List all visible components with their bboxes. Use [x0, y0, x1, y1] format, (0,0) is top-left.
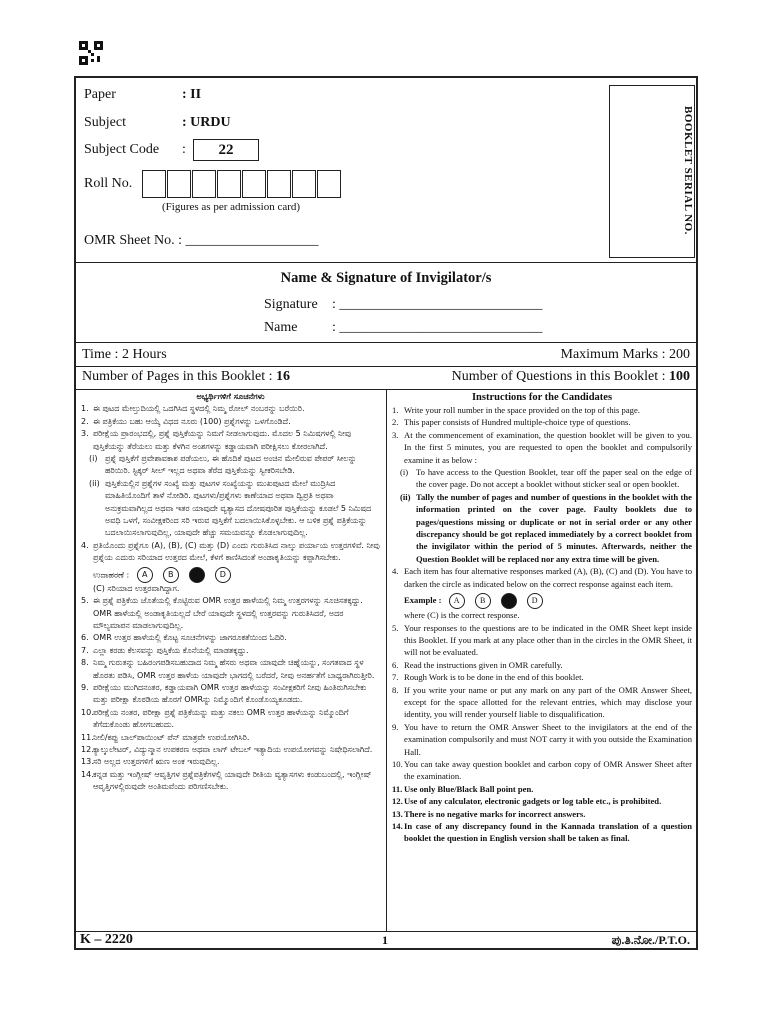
roll-number-note: (Figures as per admission card) — [162, 201, 301, 213]
instruction-text: Use of any calculator, electronic gadgets or log table etc., is prohibited. — [404, 796, 662, 807]
page-number: 1 — [382, 933, 388, 947]
answer-bubble-a: A — [449, 593, 465, 609]
instruction-number: 2. — [81, 416, 89, 426]
roll-number-digit-box[interactable] — [167, 170, 191, 198]
instruction-item — [81, 769, 380, 794]
pages-label: Number of Pages in this Booklet : — [82, 369, 273, 384]
instruction-number: 1. — [392, 405, 399, 415]
english-list — [392, 404, 692, 590]
instruction-item — [392, 795, 692, 807]
instruction-text: ನಿಮ್ಮ ಗುರುತನ್ನು ಬಹಿರಂಗಪಡಿಸಬಹುದಾದ ನಿಮ್ಮ ಹೆಸರು ಅಥವಾ ಯಾವುದೇ ಚಿಹ್ನೆಯನ್ನು, ಸಂಗತವಾದ ಸ್ಥಳ ಹೊರತು ಪಡಿಸಿ, OMR ಉತ್ತರ ಹಾಳೆಯ ಯಾವುದೇ ಭಾಗದಲ್ಲಿ ಬರೆದರೆ, ನೀವು ಅನರ್ಹತೆಗೆ ಬಾಧ್ಯರಾಗಿರುತ್ತೀರಿ. — [93, 658, 375, 680]
instruction-item — [81, 403, 380, 415]
roll-number-digit-box[interactable] — [317, 170, 341, 198]
instruction-item — [81, 657, 380, 682]
instruction-item — [81, 732, 380, 744]
instruction-text: ಪ್ರಶ್ನೆ ಪುಸ್ತಿಕೆಗೆ ಪ್ರವೇಶಾವಕಾಶ ಪಡೆಯಲು, ಈ ಹೊದಿಕೆ ಪುಟದ ಅಂಚಿನ ಮೇಲಿರುವ ಪೇಪರ್ ಸೀಲನ್ನು ಹರಿಯಿರಿ. ಸ್ಟಿಕ್ಕರ್ ಸೀಲ್ ಇಲ್ಲದ ಅಥವಾ ತೆರೆದ ಪುಸ್ತಿಕೆಯನ್ನು ಸ್ವೀಕರಿಸಬೇಡಿ. — [105, 454, 357, 476]
instruction-text: ಕ್ಯಾಲ್ಕುಲೇಟರ್, ವಿದ್ಯುನ್ಮಾನ ಉಪಕರಣ ಅಥವಾ ಲಾಗ್ ಟೇಬಲ್ ಇತ್ಯಾದಿಯ ಉಪಯೋಗವನ್ನು ನಿಷೇಧಿಸಲಾಗಿದೆ. — [93, 744, 373, 754]
instruction-item — [81, 428, 380, 453]
divider — [76, 366, 696, 367]
instruction-number: 11. — [81, 732, 94, 742]
questions-value: 100 — [669, 369, 690, 384]
invigilator-title: Name & Signature of Invigilator/s — [280, 270, 492, 286]
instruction-number: 2. — [392, 417, 399, 428]
maximum-marks: Maximum Marks : 200 — [560, 347, 690, 362]
divider — [76, 262, 696, 263]
instruction-number: 4. — [81, 540, 89, 550]
answer-bubble-d: D — [527, 593, 543, 609]
instruction-number: 13. — [81, 757, 94, 767]
kannada-example — [93, 567, 380, 583]
roll-number-digit-box[interactable] — [142, 170, 166, 198]
instruction-item — [392, 808, 692, 820]
roll-number-digit-box[interactable] — [267, 170, 291, 198]
instruction-text: Use only Blue/Black Ball point pen. — [404, 783, 534, 794]
instruction-text: ಎಲ್ಲಾ ಕರಡು ಕೆಲಸವನ್ನು ಪುಸ್ತಿಕೆಯ ಕೊನೆಯಲ್ಲಿ ಮಾಡತಕ್ಕದ್ದು. — [93, 645, 249, 655]
instruction-item — [81, 744, 380, 756]
instruction-number: 9. — [392, 721, 399, 732]
instruction-text: ಈ ಪುಟದ ಮೇಲ್ತುದಿಯಲ್ಲಿ ಒದಗಿಸಿದ ಸ್ಥಳದಲ್ಲಿ ನಿಮ್ಮ ರೋಲ್ ನಂಬರನ್ನು ಬರೆಯಿರಿ. — [93, 404, 305, 414]
instruction-text: ಕನ್ನಡ ಮತ್ತು ಇಂಗ್ಲೀಷ್ ಆವೃತ್ತಿಗಳ ಪ್ರಶ್ನೆಪತ್ರಿಕೆಗಳಲ್ಲಿ ಯಾವುದೇ ರೀತಿಯ ವ್ಯತ್ಯಾಸಗಳು ಕಂಡುಬಂದಲ್ಲಿ, ಇಂಗ್ಲೀಷ್ ಆವೃತ್ತಿಗಳಲ್ಲಿರುವುದೇ ಅಂತಿಮವೆಂದು ಪರಿಗಣಿಸಬೇಕು. — [93, 769, 372, 792]
instruction-number: 3. — [81, 429, 89, 439]
instruction-text: ಈ ಪ್ರಶ್ನೆ ಪತ್ರಿಕೆಯ ಜೊತೆಯಲ್ಲಿ ಕೊಟ್ಟಿರುವ OMR ಉತ್ತರ ಹಾಳೆಯಲ್ಲಿ ನಿಮ್ಮ ಉತ್ತರಗಳನ್ನು ಸೂಚಿಸತಕ್ಕದ್ದು. OMR ಹಾಳೆಯಲ್ಲಿ ಅಂಡಾಕೃತಿಯಲ್ಲದೆ ಬೇರೆ ಯಾವುದೇ ಸ್ಥಳದಲ್ಲಿ ಉತ್ತರವನ್ನು ಗುರುತಿಸಿದರೆ, ಅದರ ಮೌಲ್ಯಮಾಪನ ಮಾಡಲಾಗುವುದಿಲ್ಲ. — [93, 596, 363, 630]
instruction-text: Write your roll number in the space provided on the top of this page. — [404, 405, 640, 415]
divider — [76, 342, 696, 343]
instruction-item — [392, 416, 692, 428]
roll-number-digit-box[interactable] — [217, 170, 241, 198]
answer-bubble-a: A — [137, 567, 153, 583]
instruction-text: Tally the number of pages and number of questions in the booklet with the information printed on the cover page. Faulty booklets due to pages/questions missing or duplicate or not in serial order or any other discrepancy should be got replaced immediately by a correct booklet from the invigilator within the period of 5 minutes. Afterwards, neither the Question Booklet will be replaced nor any extra time will be given. — [416, 491, 692, 564]
instruction-number: 5. — [81, 596, 89, 606]
instruction-item — [392, 466, 692, 491]
instruction-item — [81, 595, 380, 632]
instruction-item — [392, 491, 692, 565]
instruction-text: Rough Work is to be done in the end of this booklet. — [404, 672, 584, 683]
name-line[interactable]: : _____________________________ — [332, 320, 543, 335]
instruction-item — [392, 429, 692, 466]
instruction-number: 3. — [392, 429, 399, 440]
instruction-text: ಪರೀಕ್ಷೆಯು ಮುಗಿದನಂತರ, ಕಡ್ಡಾಯವಾಗಿ OMR ಉತ್ತರ ಹಾಳೆಯನ್ನು ಸಂವೀಕ್ಷಕರಿಗೆ ನೀವು ಹಿಂತಿರುಗಿಸಬೇಕು ಮತ್ತು ಪರೀಕ್ಷಾ ಕೊಠಡಿಯ ಹೊರಗೆ OMRನ್ನು ನಿಮ್ಮೊಂದಿಗೆ ಕೊಂಡೊಯ್ಯಕೂಡದು. — [93, 682, 367, 705]
instruction-number: 14. — [81, 769, 94, 779]
instruction-item — [392, 820, 692, 845]
english-list — [392, 622, 692, 845]
instruction-text: ಪ್ರತಿಯೊಂದು ಪ್ರಶ್ನೆಗೂ (A), (B), (C) ಮತ್ತು (D) ಎಂದು ಗುರುತಿಸಿದ ನಾಲ್ಕು ಪರ್ಯಾಯ ಉತ್ತರಗಳಿವೆ. ನೀವು ಪ್ರಶ್ನೆಯ ಎದುರು ಸರಿಯಾದ ಉತ್ತರದ ಮೇಲೆ, ಕೆಳಗೆ ಕಾಣಿಸಿದಂತೆ ಅಂಡಾಕೃತಿಯನ್ನು ಕಪ್ಪಾಗಿಸಬೇಕು. — [93, 540, 380, 563]
instruction-number: 12. — [392, 796, 403, 807]
instruction-item — [81, 540, 380, 565]
english-example-circles — [444, 595, 548, 605]
roll-number-digit-box[interactable] — [192, 170, 216, 198]
instruction-number: 6. — [392, 659, 399, 670]
kannada-list — [81, 403, 380, 564]
kannada-example-circles — [132, 570, 236, 579]
qr-code — [79, 41, 103, 65]
instruction-item — [392, 684, 692, 721]
roll-number-digit-box[interactable] — [242, 170, 266, 198]
answer-bubble-d: D — [215, 567, 231, 583]
instruction-number: (ii) — [400, 491, 411, 502]
instruction-item — [81, 682, 380, 707]
instruction-number: 7. — [81, 645, 89, 655]
booklet-serial-label: BOOKLET SERIAL NO. — [682, 106, 694, 235]
instruction-number: 12. — [81, 744, 94, 754]
instruction-text: You have to return the OMR Answer Sheet to the invigilators at the end of the examination compulsorily and must NOT carry it with you outside the Examination Hall. — [404, 721, 692, 757]
instruction-item — [392, 622, 692, 659]
name-label: Name — [264, 320, 298, 335]
subject-value: : URDU — [182, 115, 231, 130]
instruction-number: 5. — [392, 622, 399, 633]
instruction-text: Your responses to the questions are to be indicated in the OMR Sheet kept inside this Booklet. If you mark at any place other than in the circles in the OMR Sheet, it will not be evaluated. — [404, 622, 692, 658]
instruction-text: ಸರಿ ಅಲ್ಲದ ಉತ್ತರಗಳಿಗೆ ಋಣ ಅಂಕ ಇರುವುದಿಲ್ಲ. — [93, 757, 220, 767]
instruction-item — [81, 416, 380, 428]
subject-code-colon: : — [182, 142, 186, 157]
instruction-item — [81, 756, 380, 768]
instruction-number: 1. — [81, 404, 89, 414]
subject-code-label: Subject Code — [84, 142, 160, 157]
answer-bubble-c — [501, 593, 517, 609]
instruction-item — [81, 645, 380, 657]
paper-value: : II — [182, 87, 202, 102]
answer-bubble-b: B — [475, 593, 491, 609]
kannada-example-label: ಉದಾಹರಣೆ : — [93, 570, 130, 580]
instruction-number: (ii) — [89, 478, 100, 488]
instruction-number: 9. — [81, 682, 89, 692]
kannada-instructions-title: ಅಭ್ಯರ್ಥಿಗಳಿಗೆ ಸೂಚನೆಗಳು — [196, 392, 265, 401]
questions-label: Number of Questions in this Booklet : — [451, 369, 666, 384]
answer-bubble-b: B — [163, 567, 179, 583]
english-example — [404, 593, 692, 609]
kannada-list — [81, 595, 380, 794]
instruction-text: ಪುಸ್ತಿಕೆಯಲ್ಲಿನ ಪ್ರಶ್ನೆಗಳ ಸಂಖ್ಯೆ ಮತ್ತು ಪುಟಗಳ ಸಂಖ್ಯೆಯನ್ನು ಮುಖಪುಟದ ಮೇಲೆ ಮುದ್ರಿಸಿದ ಮಾಹಿತಿಯೊಂದಿಗೆ ತಾಳೆ ನೋಡಿರಿ. ಪುಟಗಳು/ಪ್ರಶ್ನೆಗಳು ಕಾಣೆಯಾದ ಅಥವಾ ದ್ವಿಪ್ರತಿ ಅಥವಾ ಅನುಕ್ರಮವಾಗಿಲ್ಲದ ಅಥವಾ ಇತರ ಯಾವುದೇ ವ್ಯತ್ಯಾಸದ ದೋಷಪೂರಿತ ಪುಸ್ತಿಕೆಯನ್ನು ಕೂಡಲೆ 5 ನಿಮಿಷದ ಅವಧಿ ಒಳಗೆ, ಸಂವೀಕ್ಷಕರಿಂದ ಸರಿ ಇರುವ ಪುಸ್ತಿಕೆಗೆ ಬದಲಾಯಿಸಿಕೊಳ್ಳಬೇಕು. ಆ ಬಳಿಕ ಪ್ರಶ್ನೆ ಪತ್ರಿಕೆಯನ್ನು ಬದಲಾಯಿಸಲಾಗುವುದಿಲ್ಲ, ಯಾವುದೇ ಹೆಚ್ಚು ಸಮಯವನ್ನೂ ಕೊಡಲಾಗುವುದಿಲ್ಲ. — [105, 478, 372, 538]
answer-bubble-c — [189, 567, 205, 583]
instruction-text: ಪರೀಕ್ಷೆಯ ಪ್ರಾರಂಭದಲ್ಲಿ, ಪ್ರಶ್ನೆ ಪುಸ್ತಿಕೆಯನ್ನು ನಿಮಗೆ ನೀಡಲಾಗುವುದು. ಮೊದಲ 5 ನಿಮಿಷಗಳಲ್ಲಿ ನೀವು ಪುಸ್ತಿಕೆಯನ್ನು ತೆರೆಯಲು ಮತ್ತು ಕೆಳಗಿನ ಅಂಶಗಳನ್ನು ಕಡ್ಡಾಯವಾಗಿ ಪರೀಕ್ಷಿಸಲು ಕೋರಲಾಗಿದೆ. — [93, 429, 352, 451]
english-instructions-title: Instructions for the Candidates — [471, 392, 613, 403]
instruction-item — [392, 783, 692, 795]
instruction-number: 11. — [392, 783, 403, 794]
instruction-number: 14. — [392, 821, 403, 831]
english-example-label: Example : — [404, 595, 442, 606]
instruction-number: 4. — [392, 566, 399, 577]
instruction-text: You can take away question booklet and carbon copy of OMR Answer Sheet after the examination. — [404, 758, 692, 782]
instruction-number: 10. — [392, 758, 403, 769]
instruction-number: 13. — [392, 808, 403, 819]
roll-number-label: Roll No. — [84, 176, 133, 191]
instruction-text: Read the instructions given in OMR carefully. — [404, 659, 563, 670]
paper-label: Paper — [84, 87, 116, 102]
instruction-item — [392, 671, 692, 683]
omr-sheet-number: OMR Sheet No. : ___________________ — [84, 233, 319, 248]
instruction-item — [392, 659, 692, 671]
instruction-text: ಪರೀಕ್ಷೆಯ ನಂತರ, ಪರೀಕ್ಷಾ ಪ್ರಶ್ನೆ ಪತ್ರಿಕೆಯನ್ನು ಮತ್ತು ನಕಲು OMR ಉತ್ತರ ಹಾಳೆಯನ್ನು ನಿಮ್ಮೊಂದಿಗೆ ತೆಗೆದುಕೊಂಡು ಹೋಗಬಹುದು. — [93, 707, 349, 730]
instruction-text: ನೀಲಿ/ಕಪ್ಪು ಬಾಲ್‌ಪಾಯಿಂಟ್ ಪೆನ್ ಮಾತ್ರವೇ ಉಪಯೋಗಿಸಿರಿ. — [93, 732, 250, 742]
subject-label: Subject — [84, 115, 126, 130]
instruction-item — [392, 758, 692, 783]
instruction-item — [392, 721, 692, 758]
kannada-example-note: (C) ಸರಿಯಾದ ಉತ್ತರವಾಗಿದ್ದಾಗ. — [93, 583, 180, 593]
pages-count — [82, 369, 290, 385]
instruction-text: If you write your name or put any mark on any part of the OMR Answer Sheet, except for the space allotted for the relevant entries, which may disclose your identity, you will render yourself liable to disqualification. — [404, 684, 692, 720]
instruction-number: (i) — [89, 454, 98, 464]
instruction-text: In case of any discrepancy found in the Kannada translation of a question booklet the question in English version shall be taken as final. — [404, 821, 692, 844]
instruction-number: 8. — [81, 658, 89, 668]
subject-code-box: 22 — [193, 139, 259, 161]
instruction-number: 6. — [81, 633, 89, 643]
signature-line[interactable]: : _____________________________ — [332, 297, 543, 312]
booklet-serial-box — [609, 85, 695, 258]
booklet-cover-frame — [74, 76, 698, 950]
instruction-item — [81, 707, 380, 732]
instruction-item — [81, 632, 380, 644]
instruction-number: (i) — [400, 467, 409, 478]
instruction-item — [81, 478, 380, 540]
instruction-text: ಈ ಪತ್ರಿಕೆಯು ಬಹು ಆಯ್ಕೆ ವಿಧದ ನೂರು (100) ಪ್ರಶ್ನೆಗಳನ್ನು ಒಳಗೊಂಡಿದೆ. — [93, 416, 291, 426]
booklet-code: K – 2220 — [80, 932, 133, 947]
instruction-number: 8. — [392, 684, 399, 695]
english-example-note: where (C) is the correct response. — [404, 610, 520, 621]
instruction-text: At the commencement of examination, the question booklet will be given to you. In the first 5 minutes, you are requested to open the booklet and compulsorily examine it as below : — [404, 429, 692, 465]
time-label: Time : 2 Hours — [82, 347, 167, 362]
instruction-number: 10. — [81, 707, 94, 717]
english-instructions — [392, 391, 692, 929]
instruction-text: OMR ಉತ್ತರ ಹಾಳೆಯಲ್ಲಿ ಕೊಟ್ಟ ಸೂಚನೆಗಳನ್ನು ಜಾಗರೂಕತೆಯಿಂದ ಓದಿರಿ. — [93, 633, 287, 643]
instruction-item — [81, 453, 380, 478]
instruction-item — [392, 404, 692, 416]
questions-count — [452, 369, 690, 385]
instruction-text: To have access to the Question Booklet, tear off the paper seal on the edge of the cover page. Do not accept a booklet without sticker seal or open booklet. — [416, 467, 692, 490]
instruction-text: Each item has four alternative responses marked (A), (B), (C) and (D). You have to darken the circle as indicated below on the correct response against each item. — [404, 566, 692, 589]
pto-label: ಪು.ತಿ.ನೋ./P.T.O. — [611, 933, 690, 947]
instruction-item — [392, 565, 692, 590]
instruction-number: 7. — [392, 672, 399, 683]
divider — [76, 931, 696, 932]
column-divider — [386, 389, 387, 931]
kannada-instructions — [81, 391, 380, 929]
pages-value: 16 — [276, 369, 291, 384]
instruction-text: There is no negative marks for incorrect answers. — [404, 808, 586, 819]
roll-number-digit-box[interactable] — [292, 170, 316, 198]
signature-label: Signature — [264, 297, 318, 312]
instruction-text: This paper consists of Hundred multiple-choice type of questions. — [404, 417, 631, 428]
